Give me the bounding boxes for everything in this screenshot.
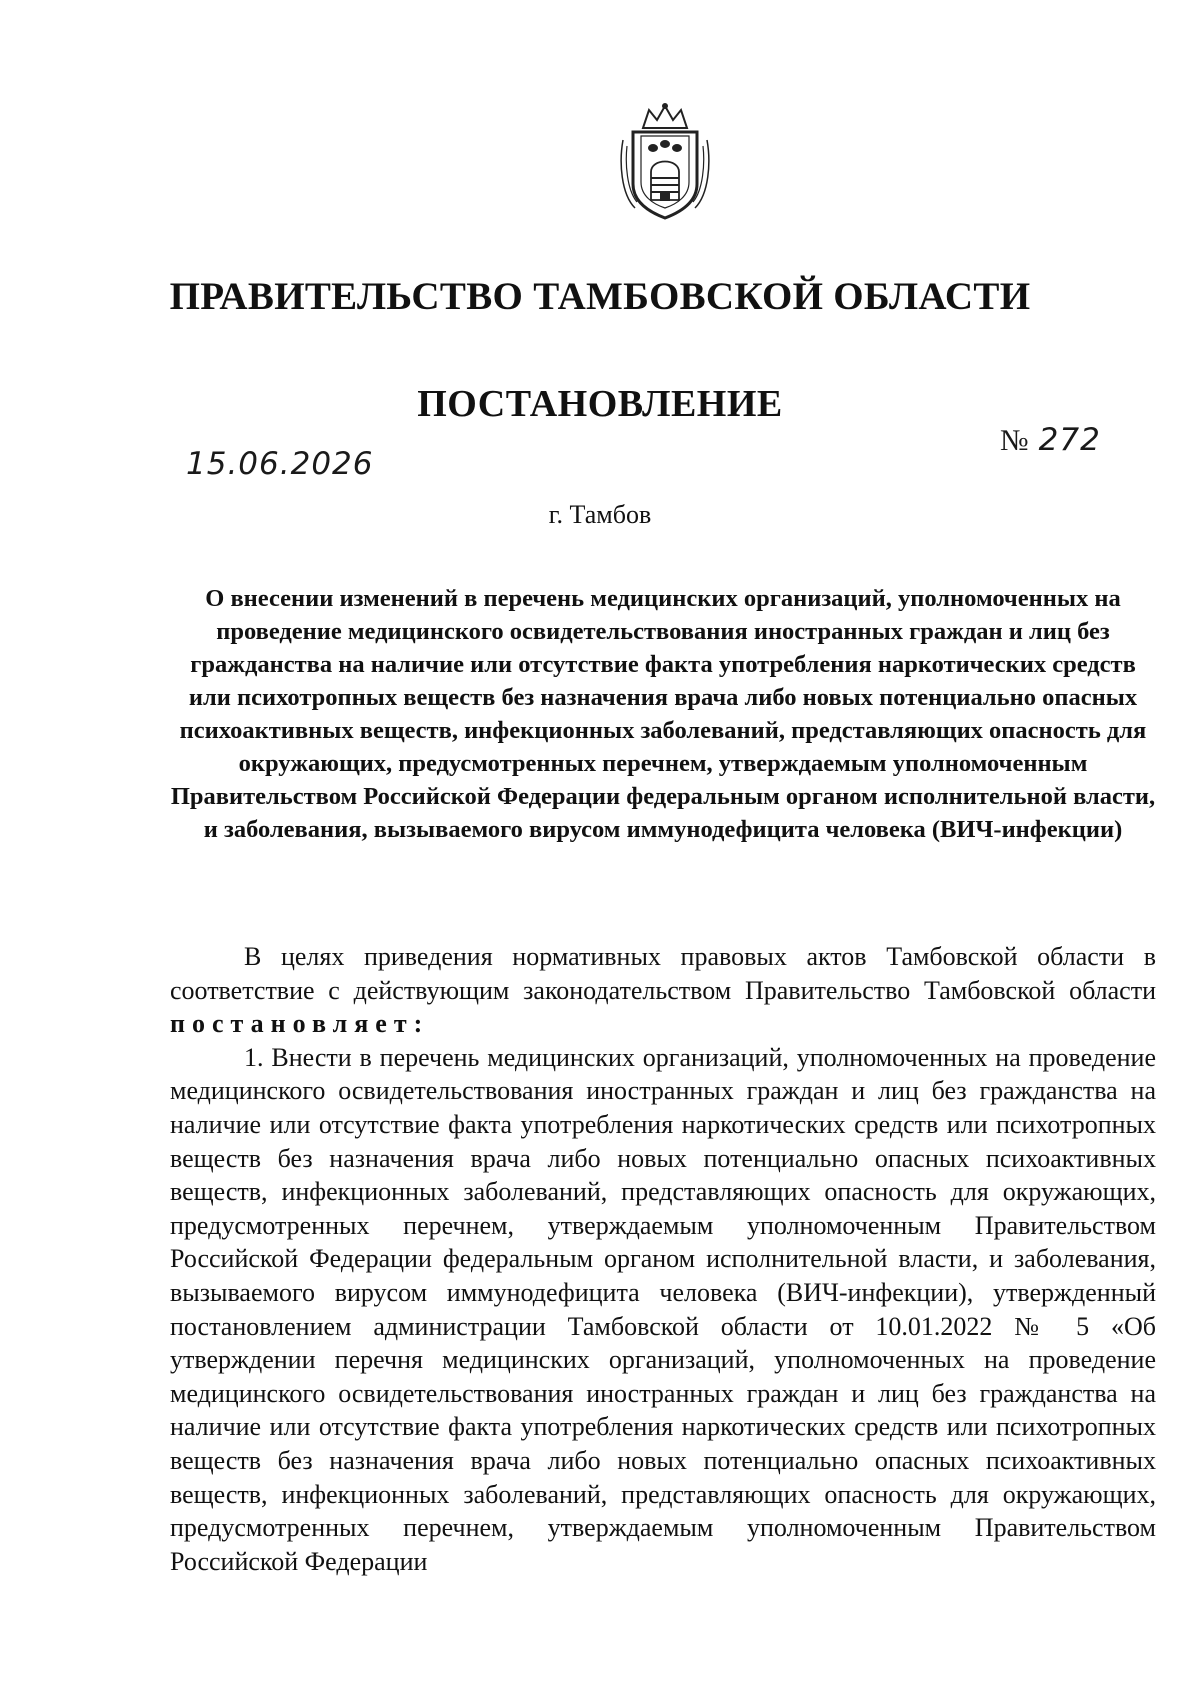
organization-title: ПРАВИТЕЛЬСТВО ТАМБОВСКОЙ ОБЛАСТИ	[169, 275, 1031, 318]
resolves-word: постановляет:	[170, 1009, 430, 1039]
document-number	[1000, 422, 1101, 458]
coat-of-arms-icon	[615, 102, 715, 220]
number-value: 272	[1038, 422, 1101, 458]
document-body	[170, 940, 1156, 1578]
document-type: ПОСТАНОВЛЕНИЕ	[417, 383, 783, 425]
city-label: г. Тамбов	[548, 500, 652, 529]
document-date: 15.06.2026	[186, 446, 374, 482]
document-heading: О внесении изменений в перечень медицинских организаций, уполномоченных на проведение медицинского освидетельствования иностранных граждан и лиц без гражданства на наличие или отсутствие факта употребления наркотических средств или психотропных веществ без назначения врача либо новых потенциально опасных психоактивных веществ, инфекционных заболеваний, представляющих опасность для окружающих, предусмотренных перечнем, утверждаемым уполномоченным Правительством Российской Федерации федеральным органом исполнительной власти, и заболевания, вызываемого вирусом иммунодефицита человека (ВИЧ-инфекции)	[170, 585, 1156, 843]
number-sign: №	[1000, 424, 1029, 457]
item-1-paragraph: 1. Внести в перечень медицинских организаций, уполномоченных на проведение медицинского освидетельствования иностранных граждан и лиц без гражданства на наличие или отсутствие факта употребления наркотических средств или психотропных веществ без назначения врача либо новых потенциально опасных психоактивных веществ, инфекционных заболеваний, представляющих опасность для окружающих, предусмотренных перечнем, утверждаемым уполномоченным Правительством Российской Федерации федеральным органом исполнительной власти, и заболевания, вызываемого вирусом иммунодефицита человека (ВИЧ-инфекции), утвержденный постановлением администрации Тамбовской области от 10.01.2022 № 5 «Об утверждении перечня медицинских организаций, уполномоченных на проведение медицинского освидетельствования иностранных граждан и лиц без гражданства на наличие или отсутствие факта употребления наркотических средств или психотропных веществ без назначения врача либо новых потенциально опасных психоактивных веществ, инфекционных заболеваний, представляющих опасность для окружающих, предусмотренных перечнем, утверждаемым уполномоченным Правительством Российской Федерации	[170, 1042, 1156, 1576]
intro-text: В целях приведения нормативных правовых актов Тамбовской области в соответствие с действующим законодательством Правительство Тамбовской области	[170, 942, 1156, 1005]
intro-paragraph	[170, 940, 1156, 1041]
